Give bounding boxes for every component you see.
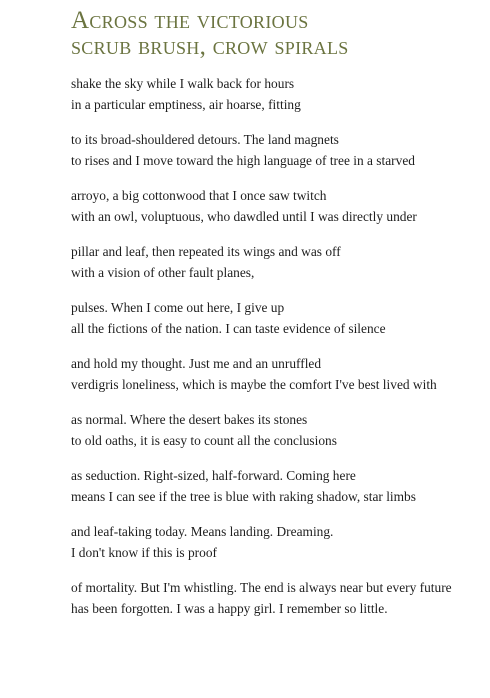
stanza: [71, 297, 481, 339]
poem-title: [71, 8, 349, 60]
poem-line: to old oaths, it is easy to count all the conclusions: [71, 433, 337, 448]
poem-body: [71, 73, 481, 633]
poem-line: as seduction. Right-sized, half-forward. Coming here: [71, 468, 356, 483]
stanza: [71, 409, 481, 451]
poem-line: with an owl, voluptuous, who dawdled until I was directly under: [71, 209, 417, 224]
stanza: [71, 241, 481, 283]
stanza: [71, 185, 481, 227]
poem-line: in a particular emptiness, air hoarse, fitting: [71, 97, 301, 112]
poem-line: and leaf-taking today. Means landing. Dreaming.: [71, 524, 334, 539]
poem-line: to its broad-shouldered detours. The land magnets: [71, 132, 339, 147]
stanza: [71, 353, 481, 395]
poem-line: pulses. When I come out here, I give up: [71, 300, 285, 315]
poem-line: and hold my thought. Just me and an unruffled: [71, 356, 322, 371]
poem-line: to rises and I move toward the high language of tree in a starved: [71, 153, 415, 168]
poem-line: all the fictions of the nation. I can taste evidence of silence: [71, 321, 386, 336]
poem-line: as normal. Where the desert bakes its stones: [71, 412, 308, 427]
poem-line: verdigris loneliness, which is maybe the comfort I've best lived with: [71, 377, 437, 392]
poem-line: arroyo, a big cottonwood that I once saw twitch: [71, 188, 327, 203]
stanza: [71, 521, 481, 563]
poem-line: I don't know if this is proof: [71, 545, 217, 560]
title-line: Across the victorious: [71, 7, 309, 34]
poem-line: with a vision of other fault planes,: [71, 265, 255, 280]
poem-line: means I can see if the tree is blue with raking shadow, star limbs: [71, 489, 416, 504]
poem-line: of mortality. But I'm whistling. The end is always near but every future: [71, 580, 452, 595]
title-line: scrub brush, crow spirals: [71, 33, 349, 60]
poem-line: pillar and leaf, then repeated its wings and was off: [71, 244, 341, 259]
stanza: [71, 129, 481, 171]
stanza: [71, 465, 481, 507]
stanza: [71, 73, 481, 115]
poem-line: has been forgotten. I was a happy girl. I remember so little.: [71, 601, 388, 616]
stanza: [71, 577, 481, 619]
poem-line: shake the sky while I walk back for hours: [71, 76, 295, 91]
